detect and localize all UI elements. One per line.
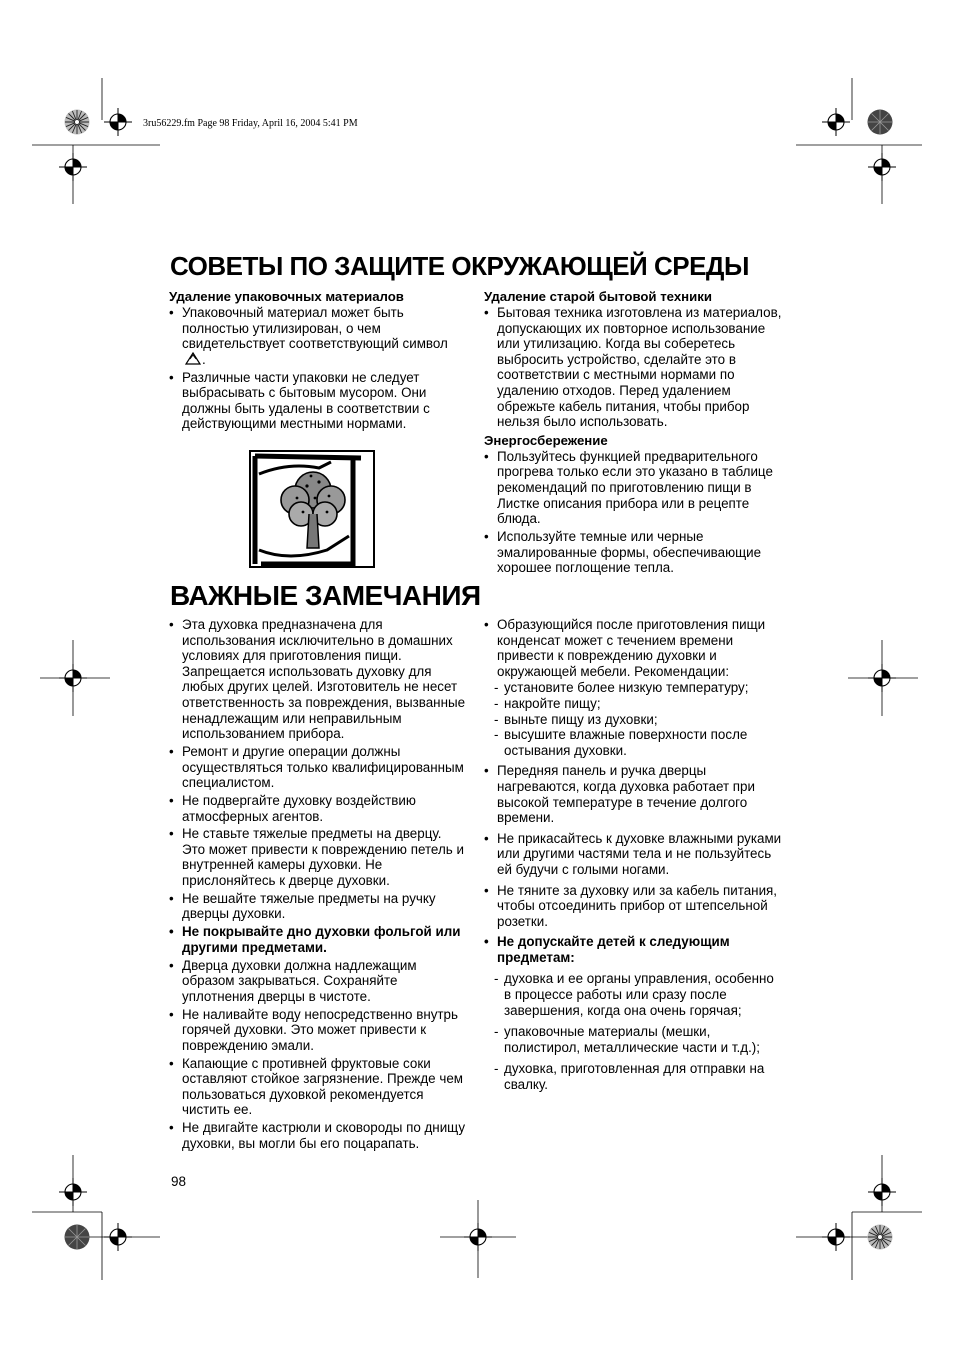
page-number: 98 bbox=[171, 1174, 187, 1189]
list-item: • Различные части упаковки не следует выбрасывать с бытовым мусором. Они должны быть удалены в соответствии с действующими местными нормами. bbox=[169, 370, 464, 432]
list-item: - установите более низкую температуру; bbox=[484, 680, 784, 696]
energy-list bbox=[484, 449, 786, 576]
list-item: - высушите влажные поверхности после остывания духовки. bbox=[484, 727, 784, 758]
file-info-line: 3ru56229.fm Page 98 Friday, April 16, 2004 5:41 PM bbox=[143, 118, 358, 129]
notes-section-title: ВАЖНЫЕ ЗАМЕЧАНИЯ bbox=[170, 580, 481, 611]
list-item: • Дверца духовки должна надлежащим образом закрываться. Сохраняйте уплотнения дверцы в чистоте. bbox=[169, 958, 467, 1005]
list-item: • Не покрывайте дно духовки фольгой или другими предметами. bbox=[169, 924, 467, 955]
list-item: - духовка и ее органы управления, особенно в процессе работы или сразу после завершения, когда она очень горячая; bbox=[484, 971, 784, 1018]
packaging-list bbox=[169, 305, 464, 432]
registration-dial-icon bbox=[64, 109, 90, 135]
notes-right-list bbox=[484, 617, 784, 965]
list-item: • Не допускайте детей к следующим предметам: bbox=[484, 934, 784, 965]
packaging-item-1-end: . bbox=[202, 351, 206, 367]
old-appliance-heading: Удаление старой бытовой техники bbox=[484, 289, 712, 304]
tree-illustration-icon bbox=[249, 450, 375, 568]
registration-dial-icon bbox=[867, 1224, 893, 1250]
old-appliance-list bbox=[484, 305, 786, 430]
list-item: • Не тяните за духовку или за кабель питания, чтобы отсоединить прибор от штепсельной розетки. bbox=[484, 883, 784, 930]
list-item: • Капающие с противней фруктовые соки оставляют стойкое загрязнение. Прежде чем пользоваться духовкой рекомендуется чистить ее. bbox=[169, 1056, 467, 1118]
notes-left-column bbox=[169, 617, 467, 1153]
list-item: • Не вешайте тяжелые предметы на ручку дверцы духовки. bbox=[169, 891, 467, 922]
recycle-icon bbox=[184, 352, 202, 366]
list-item: • Не ставьте тяжелые предметы на дверцу. Это может привести к повреждению петель и внутренней камеры духовки. Не прислоняйтесь к дверце духовки. bbox=[169, 826, 467, 888]
list-item: • Не прикасайтесь к духовке влажными руками или другими частями тела и не пользуйтесь ей будучи с голыми ногами. bbox=[484, 831, 784, 878]
packaging-item-1-text: Упаковочный материал может быть полностью утилизирован, о чем свидетельствует соответствующий символ bbox=[182, 305, 448, 352]
registration-dial-icon bbox=[867, 109, 893, 135]
notes-right-column bbox=[484, 617, 784, 1099]
list-item: - духовка, приготовленная для отправки на свалку. bbox=[484, 1061, 784, 1092]
list-item: • Используйте темные или черные эмалированные формы, обеспечивающие хорошее поглощение тепла. bbox=[484, 529, 786, 576]
list-item: • Не наливайте воду непосредственно внутрь горячей духовки. Это может привести к повреждению эмали. bbox=[169, 1007, 467, 1054]
list-item: - накройте пищу; bbox=[484, 696, 784, 712]
registration-dial-icon bbox=[64, 1224, 90, 1250]
packaging-heading: Удаление упаковочных материалов bbox=[169, 289, 404, 304]
list-item: • Не двигайте кастрюли и сковороды по днищу духовки, вы могли бы его поцарапать. bbox=[169, 1120, 467, 1151]
list-item: • Передняя панель и ручка дверцы нагреваются, когда духовка работает при высокой температуре в течение долгого времени. bbox=[484, 763, 784, 825]
children-items bbox=[484, 971, 784, 1092]
list-item: - выньте пищу из духовки; bbox=[484, 712, 784, 728]
energy-heading: Энергосбережение bbox=[484, 432, 608, 448]
condensate-steps bbox=[484, 680, 784, 758]
appliance-column bbox=[484, 289, 786, 578]
list-item bbox=[169, 305, 464, 367]
list-item: • Эта духовка предназначена для использования исключительно в домашних условиях для приготовления пищи. Запрещается использовать духовку для любых других целей. Изготовитель не несет ответственность за повреждения, вызванные ненадлежащим или неправильным использованием прибора. bbox=[169, 617, 467, 742]
list-item: • Пользуйтесь функцией предварительного прогрева только если это указано в таблице рекомендаций по приготовлению пищи в Листке описания прибора или в рецепте блюда. bbox=[484, 449, 786, 527]
notes-left-list bbox=[169, 617, 467, 1151]
condensate-text: Образующийся после приготовления пищи конденсат может с течением времени привести к повреждению духовки и окружающей мебели. Рекомендации: bbox=[497, 617, 766, 679]
list-item bbox=[484, 617, 784, 758]
packaging-column bbox=[169, 289, 464, 434]
list-item: • Не подвергайте духовку воздействию атмосферных агентов. bbox=[169, 793, 467, 824]
list-item: • Бытовая техника изготовлена из материалов, допускающих их повторное использование или утилизацию. Когда вы соберетесь выбросить устройство, сделайте это в соответствии с местными нормами по удалению отходов. Перед удалением обрежьте кабель питания, чтобы прибор нельзя было использовать. bbox=[484, 305, 786, 430]
list-item: • Ремонт и другие операции должны осуществляться только квалифицированным специалистом. bbox=[169, 744, 467, 791]
environment-section-title: СОВЕТЫ ПО ЗАЩИТЕ ОКРУЖАЮЩЕЙ СРЕДЫ bbox=[170, 251, 749, 281]
list-item: - упаковочные материалы (мешки, полистирол, металлические части и т.д.); bbox=[484, 1024, 784, 1055]
